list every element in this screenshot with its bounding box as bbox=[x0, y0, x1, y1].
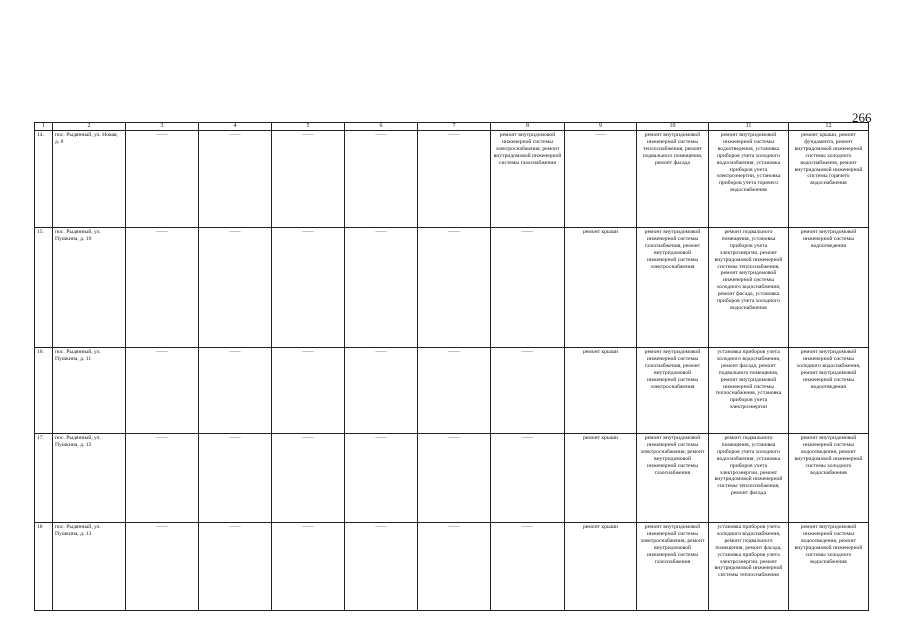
table-cell: —— bbox=[491, 228, 565, 348]
table-cell: установка приборов учета холодного водоснабжения, ремонт подвального помещения, ремонт фасада, установка приборов учета электроэнергии, ремонт внутридомовой инженерной системы теплоснабжения bbox=[709, 523, 789, 611]
table-cell: ремонт крыши bbox=[565, 348, 637, 434]
row-number: 15. bbox=[35, 228, 53, 348]
table-cell: —— bbox=[345, 523, 418, 611]
table-cell: —— bbox=[491, 523, 565, 611]
table-cell: —— bbox=[199, 348, 272, 434]
table-cell: —— bbox=[126, 228, 199, 348]
table-cell: —— bbox=[418, 228, 491, 348]
table-row bbox=[35, 131, 869, 228]
table-cell: установка приборов учета холодного водоснабжения, ремонт фасада, ремонт подвального помещения, ремонт внутридомовой инженерной системы теплоснабжения, установка приборов учета электроэнергии bbox=[709, 348, 789, 434]
table-cell: —— bbox=[126, 523, 199, 611]
table-cell: —— bbox=[345, 434, 418, 523]
table-cell: —— bbox=[126, 348, 199, 434]
table-cell: ремонт внутридомовой инженерной системы газоснабжения, ремонт внутридомовой инженерной системы электроснабжения bbox=[637, 348, 709, 434]
table-cell: ремонт крыши bbox=[565, 228, 637, 348]
table-cell: ремонт подвального помещения, установка приборов учета холодного водоснабжения, установка приборов учета электроэнергии, ремонт внутридомовой инженерной системы теплоснабжения, ремонт фасада bbox=[709, 434, 789, 523]
table-cell: —— bbox=[272, 131, 345, 228]
table-cell: —— bbox=[491, 348, 565, 434]
table-cell: ремонт внутридомовой инженерной системы водоотведения bbox=[789, 228, 869, 348]
column-header: 4 bbox=[199, 123, 272, 131]
page-number: 266 bbox=[852, 110, 872, 125]
column-header: 11 bbox=[709, 123, 789, 131]
row-number: 14. bbox=[35, 131, 53, 228]
table-cell: —— bbox=[272, 434, 345, 523]
column-header: 10 bbox=[637, 123, 709, 131]
column-header: 12 bbox=[789, 123, 869, 131]
table-cell: —— bbox=[199, 131, 272, 228]
column-header: 5 bbox=[272, 123, 345, 131]
table-cell: ремонт внутридомовой инженерной системы теплоснабжения, ремонт подвального помещения, ремонт фасада bbox=[637, 131, 709, 228]
column-number-header-row bbox=[35, 123, 869, 131]
row-number: 18 bbox=[35, 523, 53, 611]
table-cell: —— bbox=[126, 131, 199, 228]
column-header: 6 bbox=[345, 123, 418, 131]
table-cell: —— bbox=[272, 348, 345, 434]
table-cell: ремонт подвального помещения, установка приборов учета электроэнергии, ремонт внутридомовой инженерной системы теплоснабжения, ремонт внутридомовой инженерной системы холодного водоснабжения, ремонт фасада, установка приборов учета холодного водоснабжения bbox=[709, 228, 789, 348]
column-header: 1 bbox=[35, 123, 53, 131]
row-number: 17. bbox=[35, 434, 53, 523]
table-cell: —— bbox=[126, 434, 199, 523]
table-cell: ремонт внутридомовой инженерной системы водоотведения, ремонт внутридомовой инженерной системы холодного водоснабжения bbox=[789, 434, 869, 523]
address-cell: пос. Рыдянный, ул. Пушкина, д. 12 bbox=[53, 434, 126, 523]
column-header: 8 bbox=[491, 123, 565, 131]
table-cell: ремонт внутридомовой инженерной системы электроснабжения, ремонт внутридомовой инженерной системы газоснабжения bbox=[637, 523, 709, 611]
column-header: 9 bbox=[565, 123, 637, 131]
column-header: 7 bbox=[418, 123, 491, 131]
repair-schedule-table bbox=[34, 122, 869, 611]
table-cell: ремонт крыши, ремонт фундамента, ремонт внутридомовой инженерной системы холодного водоснабжения, ремонт внутридомовой инженерной системы горячего водоснабжения bbox=[789, 131, 869, 228]
row-number: 16. bbox=[35, 348, 53, 434]
table-cell: —— bbox=[418, 434, 491, 523]
address-cell: пос. Рыдянный, ул. Пушкина, д. 13 bbox=[53, 523, 126, 611]
table-cell: ремонт внутридомовой инженерной системы электроснабжения, ремонт внутридомовой инженерной системы газоснабжения bbox=[637, 434, 709, 523]
address-cell: пос. Рыдянный, ул. Новая, д. 8 bbox=[53, 131, 126, 228]
table-cell: —— bbox=[418, 348, 491, 434]
table-cell: ремонт внутридомовой инженерной системы электроснабжения, ремонт внутридомовой инженерной системы газоснабжения bbox=[491, 131, 565, 228]
table-cell: —— bbox=[199, 434, 272, 523]
table-cell: ремонт крыши bbox=[565, 434, 637, 523]
table-cell: —— bbox=[272, 523, 345, 611]
table-cell: ремонт крыши bbox=[565, 523, 637, 611]
table-cell: ремонт внутридомовой инженерной системы водоотведения, установка приборов учета холодного водоснабжения, установка приборов учета электроэнергии, установка приборов учета горячего водоснабжения bbox=[709, 131, 789, 228]
table-cell: —— bbox=[345, 348, 418, 434]
table-cell: —— bbox=[491, 434, 565, 523]
table-cell: —— bbox=[418, 523, 491, 611]
table-cell: —— bbox=[345, 228, 418, 348]
table-cell: —— bbox=[345, 131, 418, 228]
table-cell: —— bbox=[199, 228, 272, 348]
address-cell: пос. Рыдянный, ул. Пушкина, д. 10 bbox=[53, 228, 126, 348]
table-row bbox=[35, 348, 869, 434]
table-row bbox=[35, 523, 869, 611]
table-cell: —— bbox=[199, 523, 272, 611]
table-row bbox=[35, 228, 869, 348]
table-row bbox=[35, 434, 869, 523]
table-cell: ремонт внутридомовой инженерной системы газоснабжения, ремонт внутридомовой инженерной системы электроснабжения bbox=[637, 228, 709, 348]
column-header: 2 bbox=[53, 123, 126, 131]
table-cell: —— bbox=[565, 131, 637, 228]
column-header: 3 bbox=[126, 123, 199, 131]
table-cell: ремонт внутридомовой инженерной системы холодного водоснабжения, ремонт внутридомовой инженерной системы водоотведения bbox=[789, 348, 869, 434]
table-cell: —— bbox=[272, 228, 345, 348]
address-cell: пос. Рыдянный, ул. Пушкина, д. 11 bbox=[53, 348, 126, 434]
table-cell: ремонт внутридомовой инженерной системы водоотведения, ремонт внутридомовой инженерной системы холодного водоснабжения bbox=[789, 523, 869, 611]
table-cell: —— bbox=[418, 131, 491, 228]
